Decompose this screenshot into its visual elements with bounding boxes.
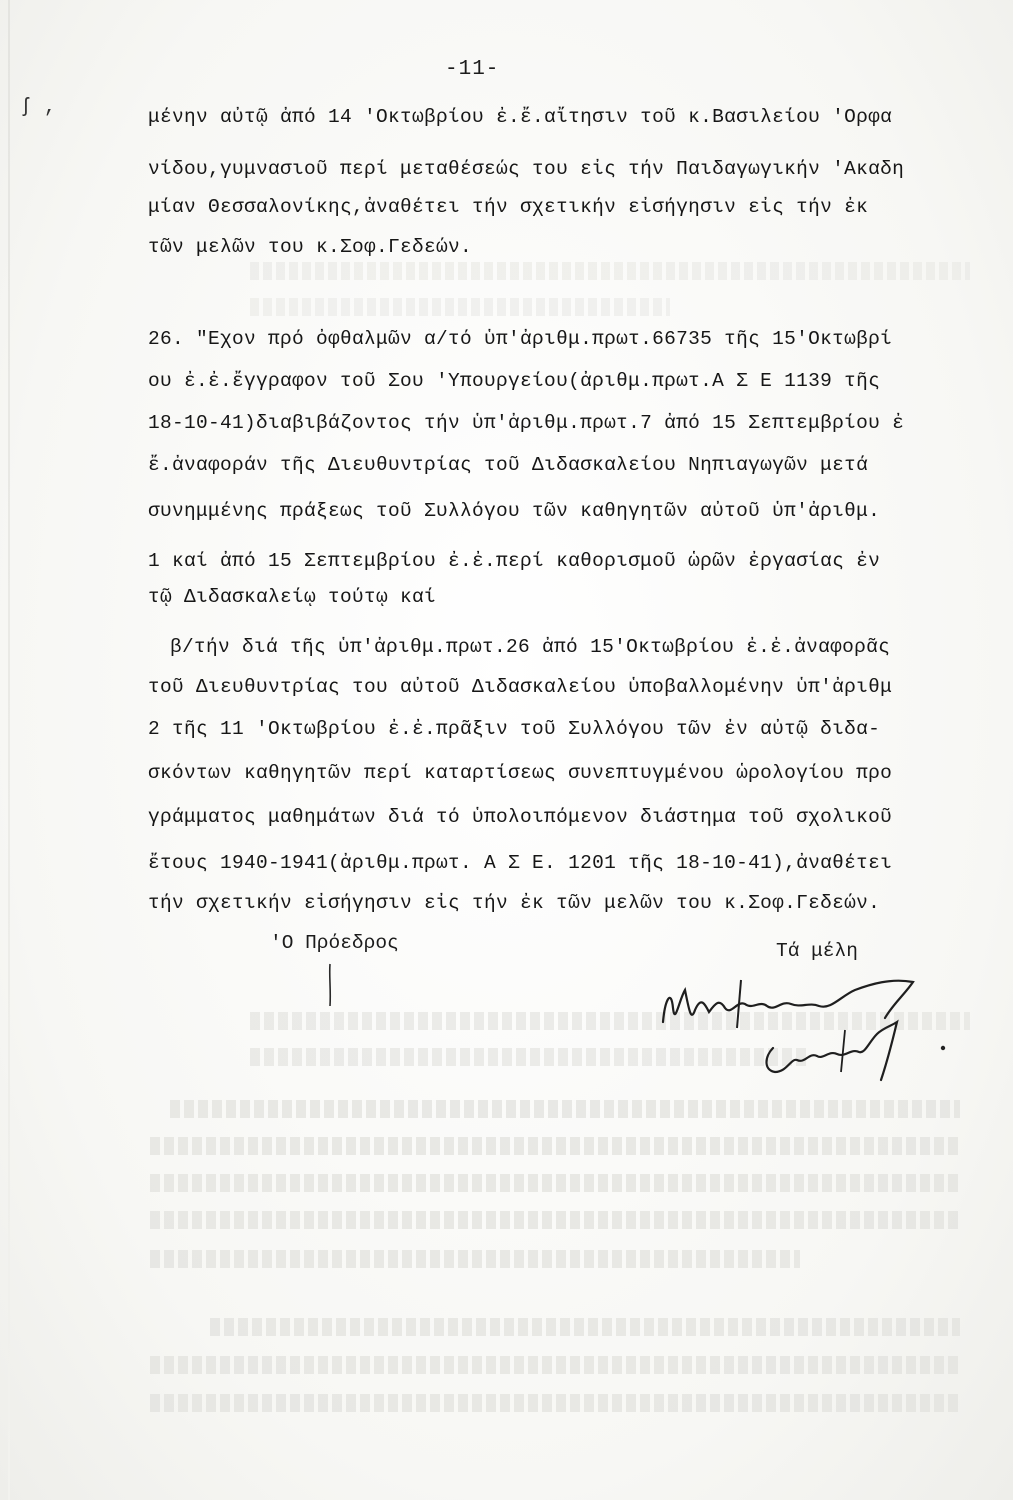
text-line: β/τήν διά τῆς ὑπ'ἀριθμ.πρωτ.26 ἀπό 15'Οκτωβρίου ἐ.ἐ.ἀναφορᾶς xyxy=(170,636,891,658)
text-line: γράμματος μαθημάτων διά τό ὑπολοιπόμενον διάστημα τοῦ σχολικοῦ xyxy=(148,806,893,828)
text-line: 2 τῆς 11 'Οκτωβρίου ἐ.ἐ.πρᾶξιν τοῦ Συλλόγου τῶν ἐν αὐτῷ διδα- xyxy=(148,718,881,740)
text-line: ου ἐ.ἐ.ἔγγραφον τοῦ Σου 'Υπουργείου(ἀριθμ.πρωτ.Α Σ Ε 1139 τῆς xyxy=(148,370,881,392)
page-number: -11- xyxy=(445,58,500,81)
text-line: τήν σχετικήν εἰσήγησιν εἰς τήν ἐκ τῶν μελῶν του κ.Σοφ.Γεδεών. xyxy=(148,892,881,914)
show-through-texture xyxy=(250,262,970,280)
show-through-texture xyxy=(150,1174,960,1192)
scan-edge xyxy=(8,0,10,1500)
text-line: ἔ.ἀναφοράν τῆς Διευθυντρίας τοῦ Διδασκαλείου Νηπιαγωγῶν μετά xyxy=(148,454,869,476)
text-line: τοῦ Διευθυντρίας του αὐτοῦ Διδασκαλείου ὑποβαλλομένην ὑπ'ἀριθμ xyxy=(148,676,893,698)
member-signatures xyxy=(645,960,965,1090)
members-label: Τά μέλη xyxy=(776,940,858,962)
text-line: τῷ Διδασκαλείῳ τούτῳ καί xyxy=(148,586,437,608)
text-line: ἔτους 1940-1941(ἀριθμ.πρωτ. Α Σ Ε. 1201 τῆς 18-10-41),ἀναθέτει xyxy=(148,852,893,874)
text-line: μένην αὐτῷ ἀπό 14 'Οκτωβρίου ἐ.ἔ.αἴτησιν τοῦ κ.Βασιλείου 'Ορφα xyxy=(148,106,893,128)
text-line: σκόντων καθηγητῶν περί καταρτίσεως συνεπτυγμένου ὡρολογίου προ xyxy=(148,762,893,784)
margin-mark: ʃ , xyxy=(20,96,57,119)
show-through-texture xyxy=(170,1100,960,1118)
text-line: 1 καί ἀπό 15 Σεπτεμβρίου ἐ.ἐ.περί καθορισμοῦ ὡρῶν ἐργασίας ἐν xyxy=(148,550,881,572)
text-line: 18-10-41)διαβιβάζοντος τήν ὑπ'ἀριθμ.πρωτ.7 ἀπό 15 Σεπτεμβρίου ἐ xyxy=(148,412,905,434)
text-line: τῶν μελῶν του κ.Σοφ.Γεδεών. xyxy=(148,236,473,258)
show-through-texture xyxy=(210,1318,960,1336)
text-line: μίαν Θεσσαλονίκης,ἀναθέτει τήν σχετικήν εἰσήγησιν εἰς τήν ἐκ xyxy=(148,196,869,218)
text-line: συνημμένης πράξεως τοῦ Συλλόγου τῶν καθηγητῶν αὐτοῦ ὑπ'ἀριθμ. xyxy=(148,500,881,522)
text-line: 26. "Εχον πρό ὀφθαλμῶν α/τό ὑπ'ἀριθμ.πρωτ.66735 τῆς 15'Οκτωβρί xyxy=(148,328,893,350)
show-through-texture xyxy=(150,1356,960,1374)
show-through-texture xyxy=(250,298,670,316)
show-through-texture xyxy=(150,1211,960,1229)
show-through-texture xyxy=(150,1137,960,1155)
show-through-texture xyxy=(150,1250,800,1268)
president-label: 'Ο Πρόεδρος xyxy=(270,932,399,954)
text-line: νίδου,γυμνασιοῦ περί μεταθέσεώς του εἰς τήν Παιδαγωγικήν 'Ακαδη xyxy=(148,158,905,180)
president-signature-mark xyxy=(320,962,340,1012)
show-through-texture xyxy=(150,1394,960,1412)
